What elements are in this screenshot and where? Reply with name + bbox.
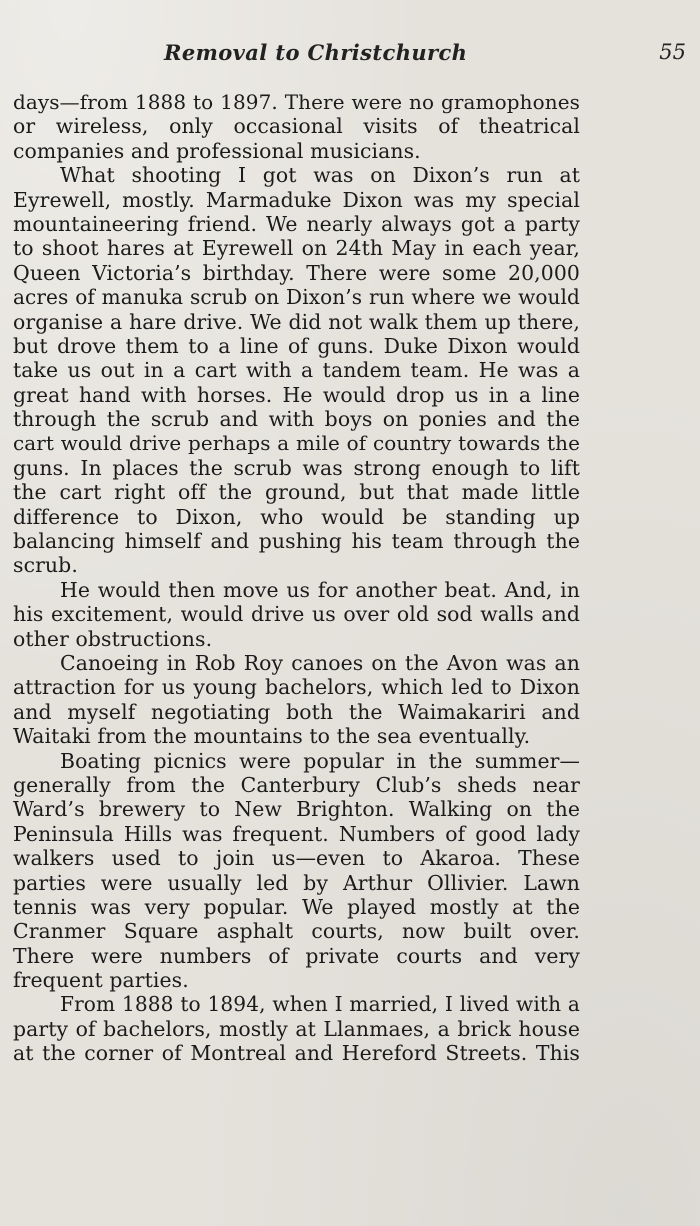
body-text bbox=[13, 90, 580, 1066]
text-line: cart would drive perhaps a mile of country towards the bbox=[13, 431, 580, 456]
text-line: days—from 1888 to 1897. There were no gramophones bbox=[13, 90, 580, 114]
text-line: Queen Victoria’s birthday. There were some 20,000 bbox=[13, 260, 580, 285]
text-line: through the scrub and with boys on ponies and the bbox=[13, 407, 580, 432]
text-line: He would then move us for another beat. And, in bbox=[60, 577, 580, 602]
text-line: difference to Dixon, who would be standing up bbox=[13, 504, 580, 529]
text-line: the cart right off the ground, but that made little bbox=[13, 480, 580, 505]
text-line: Canoeing in Rob Roy canoes on the Avon was an bbox=[60, 650, 580, 675]
text-line: Eyrewell, mostly. Marmaduke Dixon was my special bbox=[13, 187, 580, 212]
text-line: frequent parties. bbox=[13, 968, 189, 993]
text-line: organise a hare drive. We did not walk them up there, bbox=[13, 309, 580, 334]
text-line: tennis was very popular. We played mostly at the bbox=[13, 894, 580, 919]
text-line: at the corner of Montreal and Hereford Streets. This bbox=[13, 1041, 580, 1066]
text-line: From 1888 to 1894, when I married, I lived with a bbox=[60, 992, 580, 1017]
text-line: Waitaki from the mountains to the sea eventually. bbox=[13, 724, 531, 749]
text-line: Peninsula Hills was frequent. Numbers of good lady bbox=[13, 821, 580, 846]
text-line: and myself negotiating both the Waimakariri and bbox=[13, 699, 580, 724]
text-line: his excitement, would drive us over old sod walls and bbox=[13, 602, 580, 627]
text-line: Cranmer Square asphalt courts, now built over. bbox=[13, 919, 580, 944]
text-line: to shoot hares at Eyrewell on 24th May in each year, bbox=[13, 236, 580, 261]
text-line: attraction for us young bachelors, which led to Dixon bbox=[13, 675, 580, 700]
text-line: take us out in a cart with a tandem team. He was a bbox=[13, 358, 580, 383]
text-line: guns. In places the scrub was strong enough to lift bbox=[13, 455, 580, 480]
text-line: There were numbers of private courts and very bbox=[13, 943, 580, 968]
text-line: companies and professional musicians. bbox=[13, 138, 421, 163]
text-line: scrub. bbox=[13, 553, 78, 578]
text-line: acres of manuka scrub on Dixon’s run where we would bbox=[13, 285, 580, 310]
text-line: or wireless, only occasional visits of theatrical bbox=[13, 114, 580, 139]
text-line: but drove them to a line of guns. Duke Dixon would bbox=[13, 333, 580, 358]
text-line: mountaineering friend. We nearly always got a party bbox=[13, 211, 580, 236]
text-line: walkers used to join us—even to Akaroa. These bbox=[13, 846, 580, 871]
text-line: What shooting I got was on Dixon’s run at bbox=[60, 163, 580, 188]
text-line: party of bachelors, mostly at Llanmaes, a brick house bbox=[13, 1016, 580, 1041]
text-line: balancing himself and pushing his team through the bbox=[13, 529, 580, 554]
text-line: Boating picnics were popular in the summer— bbox=[60, 748, 580, 773]
running-head: Removal to Christchurch bbox=[164, 40, 468, 65]
page-header bbox=[0, 40, 700, 72]
page-number: 55 bbox=[659, 40, 686, 64]
text-line: other obstructions. bbox=[13, 626, 213, 651]
text-line: Ward’s brewery to New Brighton. Walking on the bbox=[13, 797, 580, 822]
text-line: parties were usually led by Arthur Ollivier. Lawn bbox=[13, 870, 580, 895]
text-line: great hand with horses. He would drop us in a line bbox=[13, 382, 580, 407]
text-line: generally from the Canterbury Club’s sheds near bbox=[13, 772, 580, 797]
